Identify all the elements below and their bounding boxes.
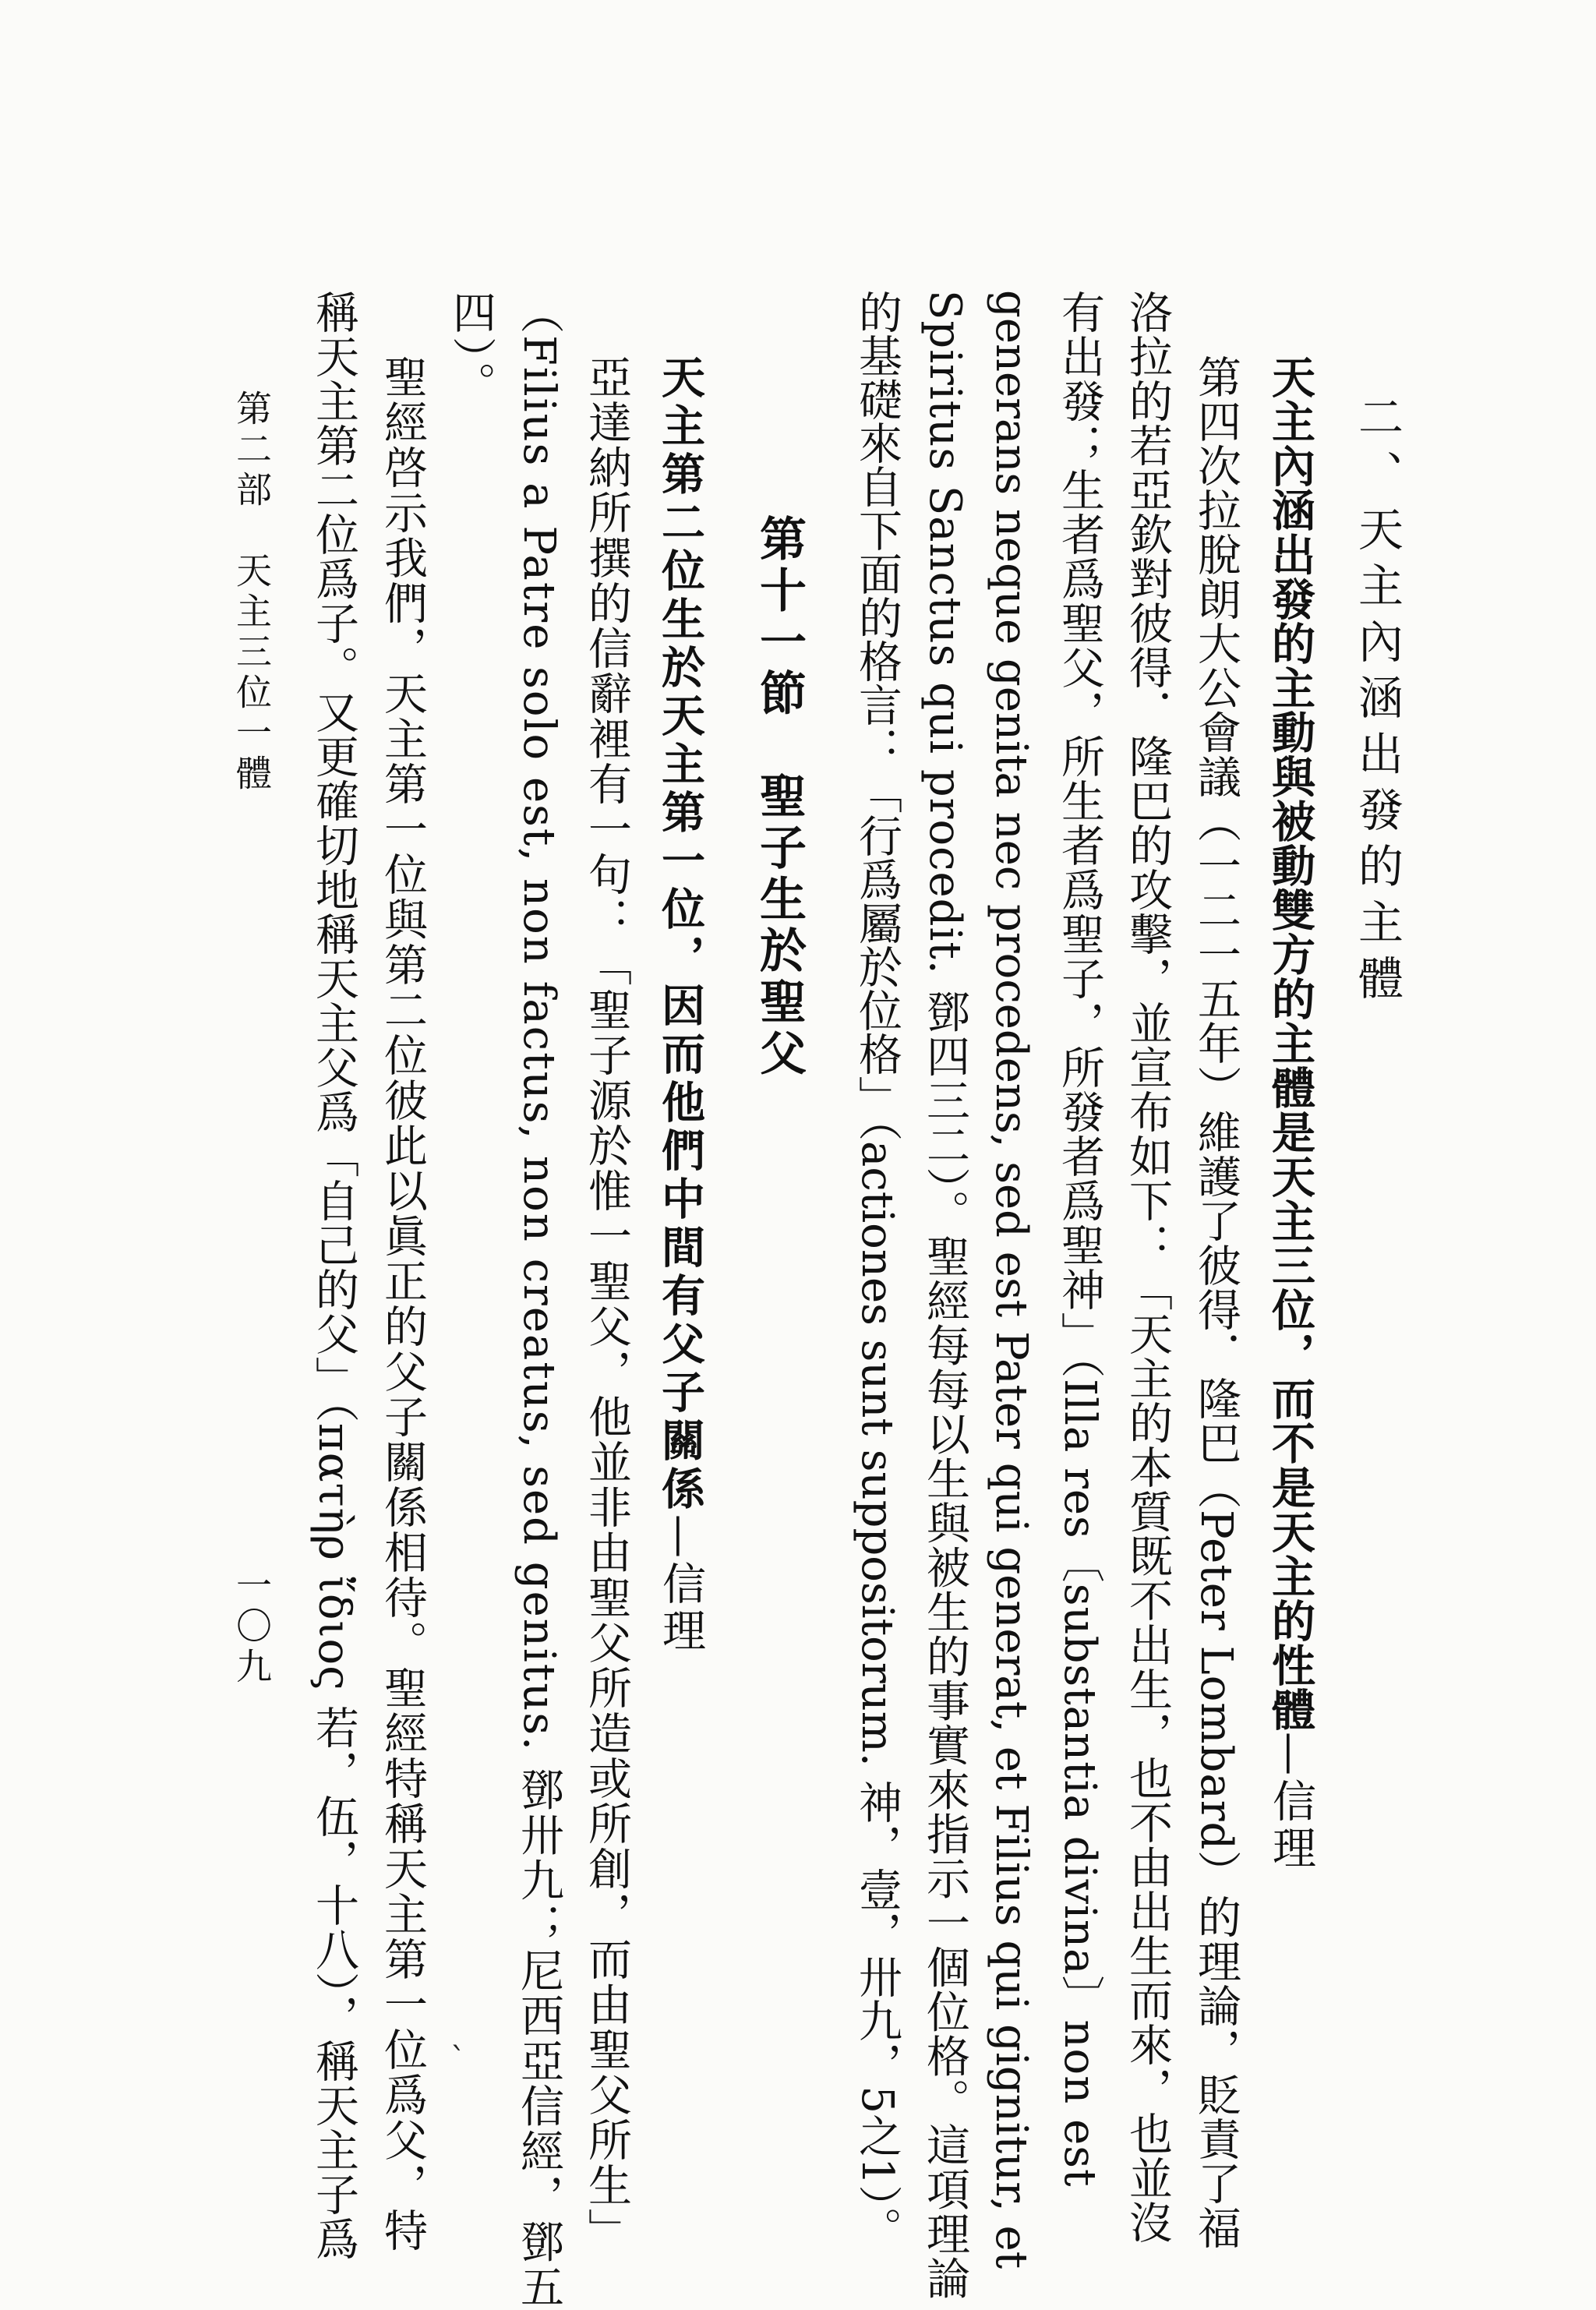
paragraph-2-line: （Filius a Patre solo est, non factus, non creatus, sed genitus. 鄧卅九；尼西亞信經，鄧五 xyxy=(514,290,564,2310)
proposition-1 xyxy=(1265,355,1316,1872)
proposition-2-heading: 天主第二位生於天主第一位，因而他們中間有父子關係 xyxy=(655,355,706,1514)
paragraph-3-line: 稱天主第二位爲子。又更確切地稱天主父爲「自己的父」（πατὴρ ἴδιος 若，伍，十八），稱天主子爲 xyxy=(309,290,359,2262)
paragraph-1-line: 的基礎來自下面的格言：「行爲屬於位格」（actiones sunt suppositorum. 神，壹，卅九，5之1）。 xyxy=(852,290,902,2251)
print-speck: ` xyxy=(450,2042,466,2078)
proposition-2 xyxy=(655,355,706,1655)
section-title: 第十一節 聖子生於聖父 xyxy=(752,514,807,1080)
paragraph-3-line: 聖經啓示我們，天主第一位與第二位彼此以眞正的父子關係相待。聖經特稱天主第一位爲父，特 xyxy=(377,355,428,2253)
paragraph-2-line: 亞達納所撰的信辭裡有一句：「聖子源於惟一聖父，他並非由聖父所造或所創，而由聖父所生」 xyxy=(581,355,632,2253)
running-head: 第二部 天主三位一體 xyxy=(231,390,273,795)
subsection-heading: 二、天主內涵出發的主體 xyxy=(1351,394,1404,1011)
proposition-1-heading: 天主內涵出發的主動與被動雙方的主體是天主三位，而不是天主的性體 xyxy=(1265,355,1316,1732)
paragraph-2-line: 四）。 xyxy=(446,290,496,408)
paragraph-1-line: 有出發；生者爲聖父，所生者爲聖子，所發者爲聖神」（Illa res〔substantia divina〕non est xyxy=(1054,290,1105,2188)
page-number: 一〇九 xyxy=(231,1566,273,1688)
proposition-1-note: —信理 xyxy=(1266,1732,1316,1872)
paragraph-1-line: Spiritus Sanctus qui procedit. 鄧四三二）。聖經每每以生與被生的事實來指示一個位格。這項理論 xyxy=(920,290,970,2301)
paragraph-1-line: generans neque genita nec procedens, sed est Pater qui generat, et Filius qui gignitur, et xyxy=(986,290,1036,2269)
paragraph-1-line: 第四次拉脫朗大公會議（一二一五年）維護了彼得．隆巴（Peter Lombard）的理論，貶責了福 xyxy=(1191,355,1241,2251)
proposition-2-note: —信理 xyxy=(655,1514,706,1655)
paragraph-1-line: 洛拉的若亞欽對彼得．隆巴的攻擊，並宣布如下：「天主的本質既不出生，也不由出生而來，也並沒 xyxy=(1122,290,1173,2245)
